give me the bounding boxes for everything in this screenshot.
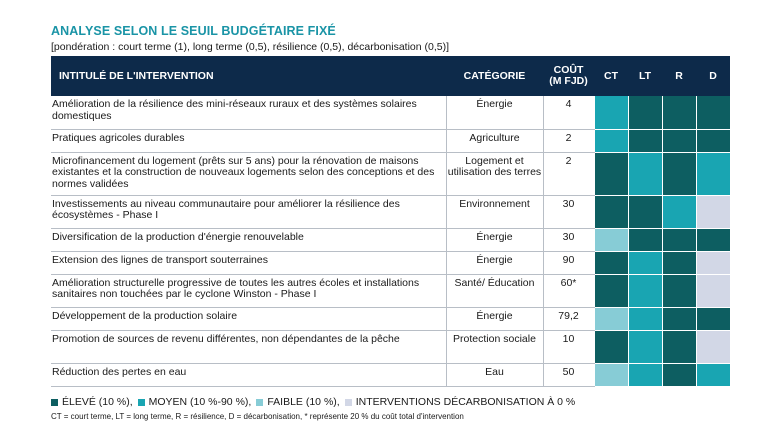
- intervention-name: Réduction des pertes en eau: [51, 363, 446, 386]
- table-row: [51, 228, 730, 251]
- legend-swatch: [51, 399, 58, 406]
- intervention-category: Eau: [446, 363, 543, 386]
- score-cell-lt: [628, 152, 662, 195]
- header-ct: CT: [594, 56, 628, 96]
- table-row: [51, 307, 730, 330]
- score-cell-ct: [594, 307, 628, 330]
- table-row: [51, 96, 730, 129]
- header-d: D: [696, 56, 730, 96]
- intervention-cost: 60*: [543, 274, 594, 307]
- footnote: CT = court terme, LT = long terme, R = résilience, D = décarbonisation, * représente 20 % du coût total d'intervention: [51, 412, 464, 421]
- score-cell-lt: [628, 251, 662, 274]
- table-row: [51, 330, 730, 363]
- score-cell-r: [662, 330, 696, 363]
- score-cell-r: [662, 129, 696, 152]
- intervention-name: Extension des lignes de transport souterraines: [51, 251, 446, 274]
- score-cell-d: [696, 228, 730, 251]
- intervention-category: Énergie: [446, 96, 543, 129]
- score-cell-ct: [594, 330, 628, 363]
- header-category: CATÉGORIE: [446, 56, 543, 96]
- score-cell-r: [662, 307, 696, 330]
- intervention-cost: 79,2: [543, 307, 594, 330]
- intervention-category: Énergie: [446, 307, 543, 330]
- score-cell-lt: [628, 96, 662, 129]
- score-cell-d: [696, 96, 730, 129]
- table-row: [51, 129, 730, 152]
- legend-item: [138, 396, 252, 408]
- legend-label: FAIBLE (10 %),: [267, 396, 340, 408]
- table-row: [51, 152, 730, 195]
- header-r: R: [662, 56, 696, 96]
- legend: [51, 396, 580, 408]
- score-cell-d: [696, 274, 730, 307]
- score-cell-d: [696, 363, 730, 386]
- intervention-name: Investissements au niveau communautaire pour améliorer la résilience des écosystèmes - Phase I: [51, 195, 446, 228]
- intervention-cost: 4: [543, 96, 594, 129]
- legend-label: ÉLEVÉ (10 %),: [62, 396, 133, 408]
- intervention-category: Énergie: [446, 251, 543, 274]
- intervention-category: Santé/ Éducation: [446, 274, 543, 307]
- score-cell-lt: [628, 228, 662, 251]
- legend-swatch: [256, 399, 263, 406]
- score-cell-d: [696, 307, 730, 330]
- intervention-cost: 30: [543, 195, 594, 228]
- table-row: [51, 274, 730, 307]
- intervention-name: Développement de la production solaire: [51, 307, 446, 330]
- score-cell-ct: [594, 363, 628, 386]
- score-cell-lt: [628, 129, 662, 152]
- score-cell-d: [696, 330, 730, 363]
- intervention-category: Protection sociale: [446, 330, 543, 363]
- score-cell-lt: [628, 330, 662, 363]
- score-cell-lt: [628, 195, 662, 228]
- score-cell-ct: [594, 129, 628, 152]
- table-row: [51, 363, 730, 386]
- intervention-cost: 90: [543, 251, 594, 274]
- legend-label: INTERVENTIONS DÉCARBONISATION À 0 %: [355, 396, 576, 408]
- score-cell-ct: [594, 251, 628, 274]
- table-row: [51, 251, 730, 274]
- legend-item: [345, 396, 576, 408]
- score-cell-r: [662, 152, 696, 195]
- intervention-category: Logement et utilisation des terres: [446, 152, 543, 195]
- score-cell-r: [662, 195, 696, 228]
- score-cell-ct: [594, 274, 628, 307]
- legend-swatch: [345, 399, 352, 406]
- score-cell-ct: [594, 195, 628, 228]
- score-cell-lt: [628, 307, 662, 330]
- table-header-row: [51, 56, 730, 96]
- score-cell-r: [662, 228, 696, 251]
- score-cell-lt: [628, 274, 662, 307]
- intervention-category: Énergie: [446, 228, 543, 251]
- score-cell-d: [696, 152, 730, 195]
- intervention-name: Microfinancement du logement (prêts sur 5 ans) pour la rénovation de maisons existantes et la construction de nouveaux logements selon des conceptions et des normes validées: [51, 152, 446, 195]
- score-cell-r: [662, 251, 696, 274]
- score-cell-lt: [628, 363, 662, 386]
- intervention-cost: 2: [543, 129, 594, 152]
- legend-item: [256, 396, 339, 408]
- legend-swatch: [138, 399, 145, 406]
- table-body: [51, 96, 730, 386]
- page-subtitle: [pondération : court terme (1), long terme (0,5), résilience (0,5), décarbonisation (0,5)]: [51, 41, 450, 53]
- intervention-name: Amélioration structurelle progressive de toutes les autres écoles et installations sanitaires non touchées par le cyclone Winston - Phase I: [51, 274, 446, 307]
- score-cell-ct: [594, 152, 628, 195]
- intervention-cost: 50: [543, 363, 594, 386]
- intervention-category: Environnement: [446, 195, 543, 228]
- page-title: ANALYSE SELON LE SEUIL BUDGÉTAIRE FIXÉ: [51, 24, 336, 38]
- score-cell-r: [662, 274, 696, 307]
- score-cell-d: [696, 251, 730, 274]
- score-cell-ct: [594, 96, 628, 129]
- legend-item: [51, 396, 133, 408]
- intervention-cost: 10: [543, 330, 594, 363]
- intervention-category: Agriculture: [446, 129, 543, 152]
- score-cell-r: [662, 363, 696, 386]
- score-cell-d: [696, 129, 730, 152]
- legend-label: MOYEN (10 %-90 %),: [148, 396, 252, 408]
- intervention-name: Amélioration de la résilience des mini-réseaux ruraux et des systèmes solaires domestiques: [51, 96, 446, 129]
- header-cost-line1: COÛT: [553, 64, 584, 76]
- score-cell-ct: [594, 228, 628, 251]
- intervention-name: Promotion de sources de revenu différentes, non dépendantes de la pêche: [51, 330, 446, 363]
- header-lt: LT: [628, 56, 662, 96]
- table-row: [51, 195, 730, 228]
- score-cell-r: [662, 96, 696, 129]
- intervention-table: [51, 56, 730, 387]
- intervention-name: Pratiques agricoles durables: [51, 129, 446, 152]
- intervention-cost: 30: [543, 228, 594, 251]
- intervention-cost: 2: [543, 152, 594, 195]
- score-cell-d: [696, 195, 730, 228]
- header-cost-line2: (M FJD): [549, 75, 588, 87]
- intervention-name: Diversification de la production d'énergie renouvelable: [51, 228, 446, 251]
- header-name: INTITULÉ DE L'INTERVENTION: [51, 56, 446, 96]
- header-cost: [543, 56, 594, 96]
